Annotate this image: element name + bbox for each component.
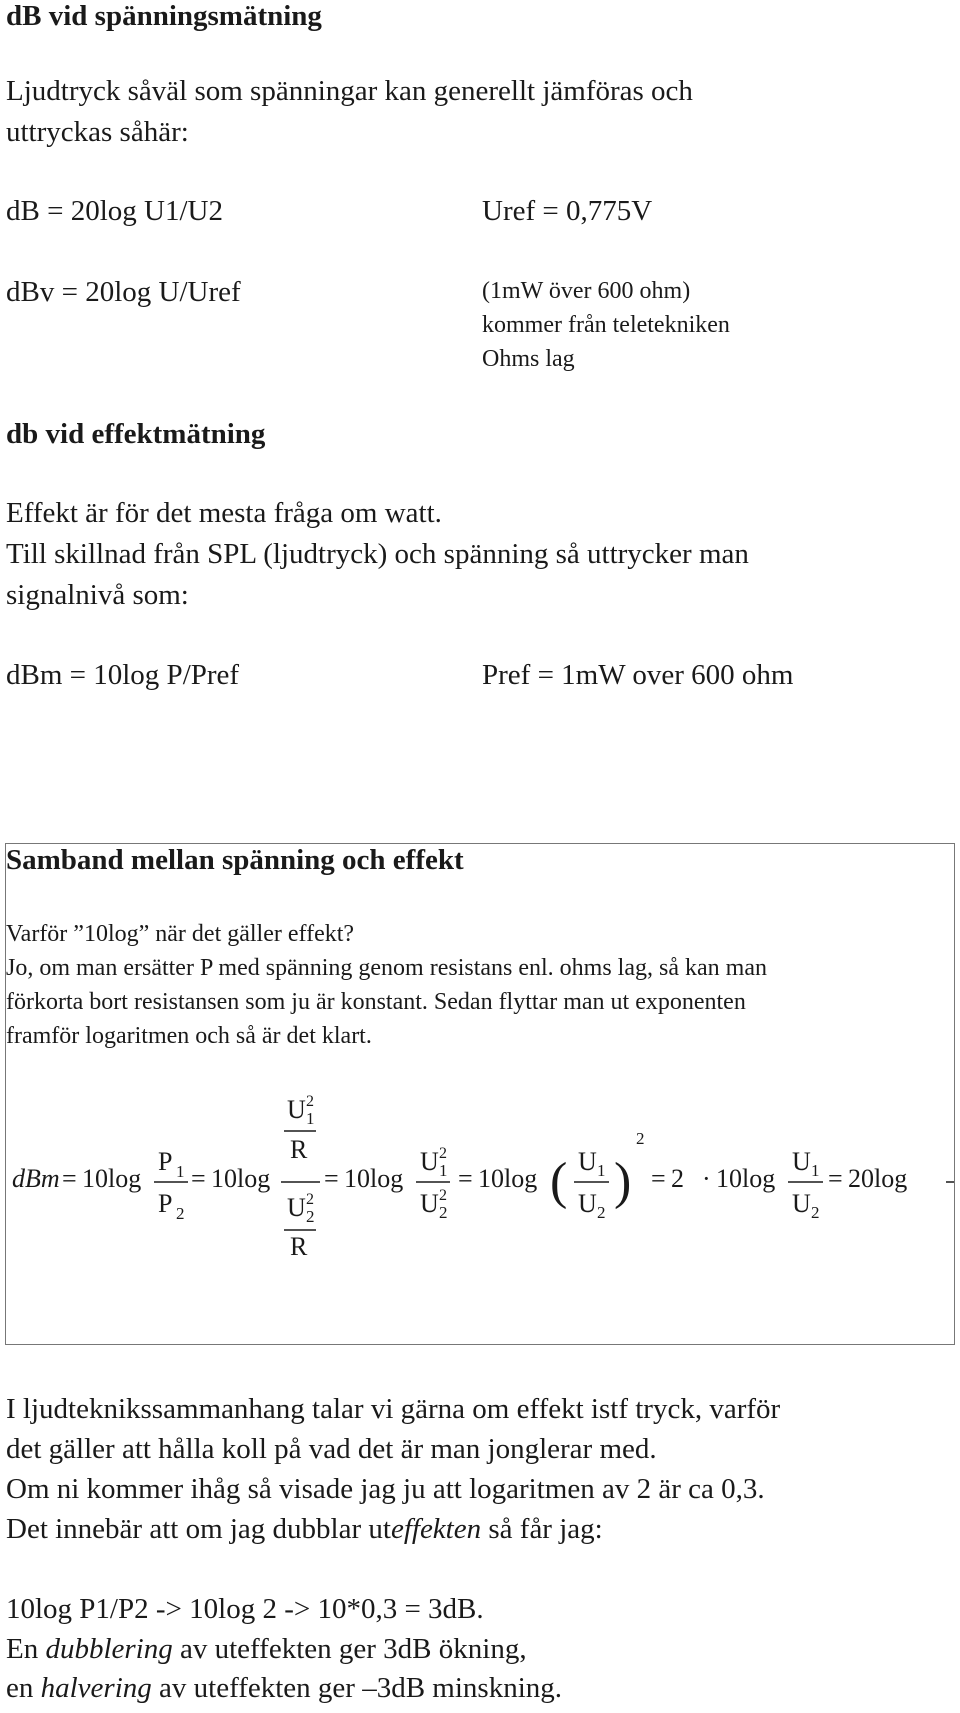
frac2-u-top-sub: 1 [306, 1109, 315, 1128]
formula-eq-2: = [191, 1164, 206, 1193]
frac2-u-bottom-sup: 2 [306, 1191, 314, 1208]
box-heading: Samband mellan spänning och effekt [6, 844, 464, 876]
final-line-4-emphasis: effekten [390, 1513, 482, 1545]
frac1-den-sub: 2 [176, 1204, 185, 1223]
frac5-den-sub: 2 [811, 1203, 820, 1222]
final-line-1: I ljudteknikssammanhang talar vi gärna om effekt istf tryck, varför [6, 1393, 781, 1425]
formula-10log-5: 10log [716, 1164, 776, 1193]
frac2-u-bottom-sub: 2 [306, 1207, 315, 1226]
frac1-num-p: P [158, 1147, 173, 1176]
frac2-u-top-sup: 2 [306, 1093, 314, 1110]
formula-lparen: ( [550, 1153, 568, 1210]
formula-10log-3: 10log [344, 1164, 404, 1193]
final-line-7 [6, 1672, 562, 1705]
section-heading-voltage: dB vid spänningsmätning [6, 0, 322, 32]
frac4-den-u: U [578, 1189, 597, 1218]
final-line-6-pre: En [6, 1633, 46, 1665]
final-line-7-post: av uteffekten ger –3dB minskning. [151, 1672, 563, 1704]
frac3-den-sup: 2 [439, 1187, 447, 1204]
final-line-7-emphasis: halvering [40, 1672, 152, 1704]
formula-eq-6: = [828, 1164, 843, 1193]
box-answer-line-1: Jo, om man ersätter P med spänning genom resistans enl. ohms lag, så kan man [6, 955, 767, 981]
formula-dbv: dBv = 20log U/Uref [6, 276, 241, 308]
frac3-num-sup: 2 [439, 1145, 447, 1162]
frac3-num-u: U [420, 1147, 439, 1176]
final-line-4 [6, 1513, 603, 1546]
final-line-4-post: så får jag: [481, 1513, 603, 1545]
relation-box [5, 843, 955, 1345]
frac4-num-u: U [578, 1147, 597, 1176]
frac5-num-u: U [792, 1147, 811, 1176]
formula-20log: 20log [848, 1164, 908, 1193]
formula-10log-1: 10log [82, 1164, 142, 1193]
formula-exponent: 2 [636, 1129, 645, 1148]
derivation-formula [6, 844, 955, 1345]
intro-line-2: uttryckas såhär: [6, 116, 189, 148]
final-line-5: 10log P1/P2 -> 10log 2 -> 10*0,3 = 3dB. [6, 1593, 484, 1625]
formula-rparen: ) [614, 1153, 632, 1210]
formula-eq-1: = [62, 1164, 77, 1193]
final-line-3: Om ni kommer ihåg så visade jag ju att logaritmen av 2 är ca 0,3. [6, 1473, 765, 1505]
final-line-6-emphasis: dubblering [45, 1633, 173, 1665]
formula-eq-5: = [651, 1164, 666, 1193]
note-line-1: (1mW över 600 ohm) [482, 278, 691, 304]
formula-factor-two: 2 [671, 1164, 684, 1193]
box-question: Varför ”10log” när det gäller effekt? [6, 921, 355, 947]
power-line-3: signalnivå som: [6, 579, 189, 611]
formula-db: dB = 20log U1/U2 [6, 195, 223, 227]
final-line-4-pre: Det innebär att om jag dubblar ut [6, 1513, 391, 1545]
frac1-den-p: P [158, 1189, 173, 1218]
section-heading-power: db vid effektmätning [6, 418, 266, 450]
frac5-num-sub: 1 [811, 1161, 820, 1180]
frac2-u-top: U [287, 1095, 306, 1124]
final-line-6 [6, 1633, 527, 1666]
box-answer-line-3: framför logaritmen och så är det klart. [6, 1023, 372, 1049]
frac3-den-sub: 2 [439, 1203, 448, 1222]
box-answer-line-2: förkorta bort resistansen som ju är konstant. Sedan flyttar man ut exponenten [6, 989, 746, 1015]
note-line-3: Ohms lag [482, 346, 575, 372]
frac2-r-top: R [290, 1135, 308, 1164]
final-line-7-pre: en [6, 1672, 41, 1704]
frac2-u-bottom: U [287, 1193, 306, 1222]
uref-value: Uref = 0,775V [482, 195, 653, 227]
frac3-num-sub: 1 [439, 1161, 448, 1180]
formula-dbm-label: dBm [12, 1164, 60, 1193]
final-line-6-post: av uteffekten ger 3dB ökning, [172, 1633, 527, 1665]
note-line-2: kommer från teletekniken [482, 312, 730, 338]
intro-line-1: Ljudtryck såväl som spänningar kan generellt jämföras och [6, 75, 693, 107]
frac4-num-sub: 1 [597, 1161, 606, 1180]
frac2-r-bottom: R [290, 1232, 308, 1261]
final-line-2: det gäller att hålla koll på vad det är man jonglerar med. [6, 1433, 657, 1465]
pref-value: Pref = 1mW over 600 ohm [482, 659, 794, 691]
formula-10log-4: 10log [478, 1164, 538, 1193]
power-line-1: Effekt är för det mesta fråga om watt. [6, 497, 442, 529]
formula-eq-3: = [324, 1164, 339, 1193]
frac1-num-sub: 1 [176, 1162, 185, 1181]
frac3-den-u: U [420, 1189, 439, 1218]
formula-10log-2: 10log [211, 1164, 271, 1193]
formula-eq-4: = [458, 1164, 473, 1193]
formula-dot: · [702, 1164, 711, 1193]
power-line-2: Till skillnad från SPL (ljudtryck) och spänning så uttrycker man [6, 538, 749, 570]
frac5-den-u: U [792, 1189, 811, 1218]
formula-dbm: dBm = 10log P/Pref [6, 659, 240, 691]
frac4-den-sub: 2 [597, 1203, 606, 1222]
